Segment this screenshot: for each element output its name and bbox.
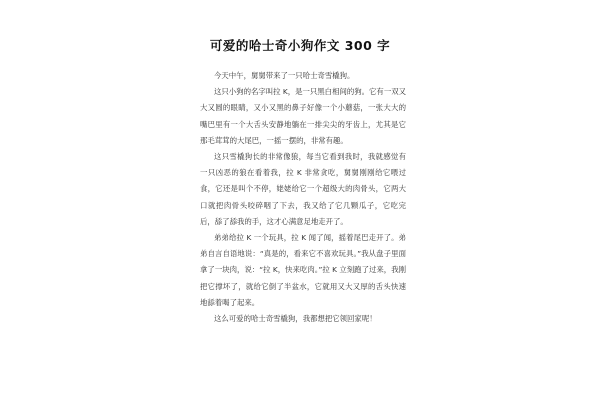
paragraph-1: 今天中午，舅舅带来了一只哈士奇雪橇狗。 bbox=[214, 71, 355, 80]
paragraph-5: 这么可爱的哈士奇雪橇狗，我都想把它领回家呢！ bbox=[214, 314, 377, 324]
paragraph-4: 弟弟给拉 K 一个玩具，拉 K 闻了闻，摇着尾巴走开了。弟弟自言自语地说：“真是的，看来它不喜欢玩具。”我从盘子里面拿了一块肉，说：“拉 K，快来吃肉。”拉 K 立刻跑了过来，我刚把它撑坏了，就给它倒了半盆水，它就用又大又厚的舌头快速地舔着喝了起来。 bbox=[200, 233, 406, 307]
document-body bbox=[200, 68, 406, 327]
document-title: 可爱的哈士奇小狗作文 300 字 bbox=[209, 38, 391, 53]
paragraph-2: 这只小狗的名字叫拉 K，是一只黑白相间的狗。它有一双又大又圆的眼睛，又小又黑的鼻子好像一个小蘑菇，一张大大的嘴巴里有一个大舌头安静地躺在一排尖尖的牙齿上，尤其是它那毛茸茸的大尾巴，一摇一摆的，非常有趣。 bbox=[200, 87, 406, 145]
paragraph-3: 这只雪橇狗长的非常像狼，每当它看到我时，我就感觉有一只凶恶的狼在看着我，拉 K 非常贪吃，舅舅刚刚给它喂过食，它还是叫个不停，姥姥给它一个超级大的肉骨头，它两大口就把肉骨头咬碎咽了下去，我又给了它几颗瓜子，它吃完后，舔了舔我的手，这才心满意足地走开了。 bbox=[200, 152, 406, 226]
